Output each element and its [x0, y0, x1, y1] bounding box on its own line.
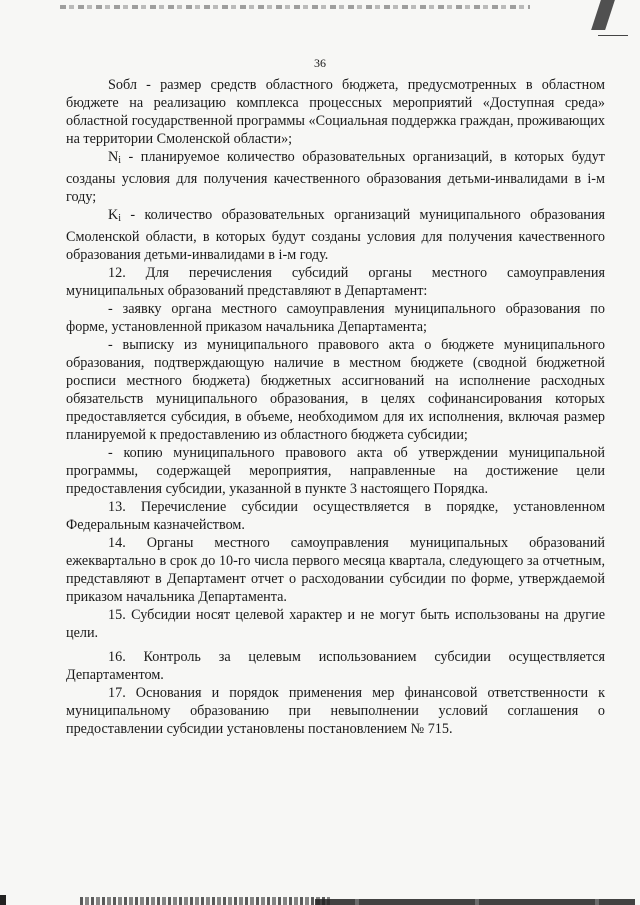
paragraph-text: 16. Контроль за целевым использованием субсидии осуществляется Департаментом.: [66, 649, 605, 683]
scan-artifact-top: [60, 5, 530, 9]
paragraph-text: 13. Перечисление субсидии осуществляется в порядке, установленном Федеральным казначейством.: [66, 499, 605, 533]
variable-symbol: K: [108, 207, 119, 223]
paragraph-12-item-application: [66, 300, 605, 336]
scan-artifact-top-right-line: [598, 35, 628, 36]
paragraph-12-item-extract: [66, 336, 605, 444]
paragraph-text: 14. Органы местного самоуправления муниципальных образований ежеквартально в срок до 10-го числа первого месяца квартала, следующего за отчетным, представляют в Департамент отчет о расходовании субсидии по форме, утверждаемой приказом начальника Департамента.: [66, 535, 605, 605]
variable-symbol: N: [108, 149, 119, 165]
paragraph-text: - заявку органа местного самоуправления муниципального образования по форме, установленной приказом начальника Департамента;: [66, 301, 605, 335]
paragraph-ki: [66, 206, 605, 264]
paragraph-ni: [66, 148, 605, 206]
paragraph-12-item-copy: [66, 444, 605, 498]
scan-artifact-bottom-right: [315, 899, 635, 905]
paragraph-17: [66, 684, 605, 738]
paragraph-text: - количество образовательных организаций муниципального образования Смоленской области, в которых будут созданы условия для получения качественного образования детьми-инвалидами в i-м году.: [66, 207, 605, 263]
paragraph-13: [66, 498, 605, 534]
variable-subscript: i: [118, 155, 122, 166]
document-body: [66, 76, 605, 738]
variable-subscript: i: [118, 213, 122, 224]
paragraph-text: 15. Субсидии носят целевой характер и не могут быть использованы на другие цели.: [66, 607, 605, 641]
paragraph-16: [66, 648, 605, 684]
paragraph-text: 17. Основания и порядок применения мер финансовой ответственности к муниципальному образованию при невыполнении условий соглашения о предоставлении субсидии установлены постановлением № 715.: [66, 685, 605, 737]
paragraph-text: - выписку из муниципального правового акта о бюджете муниципального образования, подтверждающую наличие в местном бюджете (сводной бюджетной росписи местного бюджета) бюджетных ассигнований на исполнение расходных обязательств муниципального образования, в целях софинансирования которых предоставляется субсидия, в объеме, необходимом для их исполнения, включая размер планируемой к предоставлению из областного бюджета субсидии;: [66, 337, 605, 443]
paragraph-12: [66, 264, 605, 300]
paragraph-sobl: [66, 76, 605, 148]
paragraph-14: [66, 534, 605, 606]
scan-artifact-bottom-left: [0, 895, 6, 905]
paragraph-text: - копию муниципального правового акта об утверждении муниципальной программы, содержащей мероприятия, направленные на достижение цели предоставления субсидии, указанной в пункте 3 настоящего Порядка.: [66, 445, 605, 497]
paragraph-15: [66, 606, 605, 642]
scan-artifact-top-right: [591, 0, 615, 30]
scan-artifact-bottom: [80, 897, 330, 905]
paragraph-text: 12. Для перечисления субсидий органы местного самоуправления муниципальных образований представляют в Департамент:: [66, 265, 605, 299]
paragraph-text: - планируемое количество образовательных организаций, в которых будут созданы условия для получения качественного образования детьми-инвалидами в i-м году;: [66, 149, 605, 205]
paragraph-text: Sобл - размер средств областного бюджета, предусмотренных в областном бюджете на реализацию комплекса процессных мероприятий «Доступная среда» областной государственной программы «Социальная поддержка граждан, проживающих на территории Смоленской области»;: [66, 77, 605, 147]
page-number: 36: [314, 56, 326, 70]
